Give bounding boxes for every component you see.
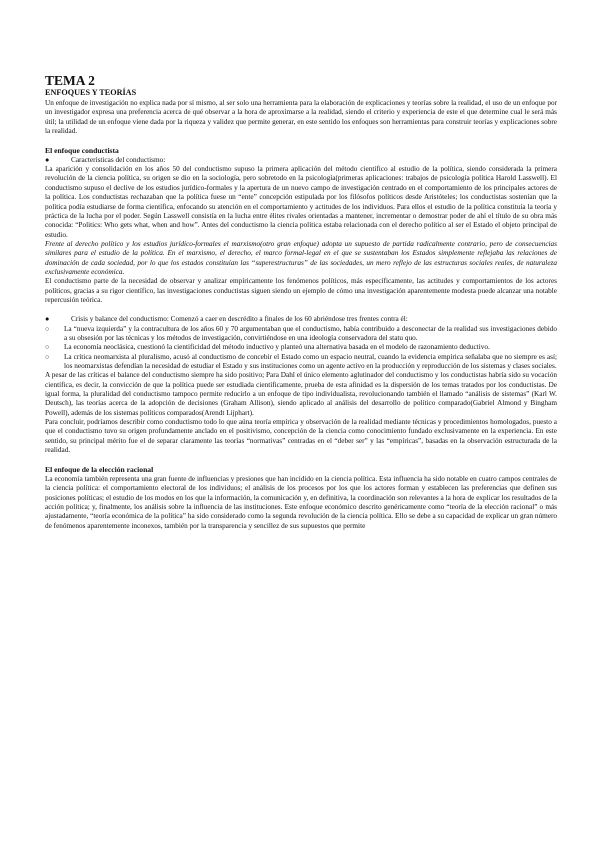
intro-paragraph: Un enfoque de investigación no explica nada por sí mismo, al ser solo una herramienta para la elaboración de explicaciones y teorías sobre la realidad, el uso de un enfoque por un investigador expresa una preferencia acerca de qué observar a la hora de aproximarse a la realidad, siendo el criterio y experiencia de este el que determine cual le será más útil; la utilidad de un enfoque viene dada por la riqueza y validez que permite generar, en este sentido los enfoques son herramientas para construir teorías y explicaciones sobre la realidad. <box>45 99 557 136</box>
page-title: TEMA 2 <box>45 73 95 88</box>
section-heading-conductismo: El enfoque conductista <box>45 146 119 156</box>
paragraph: Para concluir, podríamos describir como conductismo todo lo que aúna teoría empírica y observación de la realidad mediante técnicas y procedimientos homologados, puesto a que el conductismo tuvo su origen profundamente anclado en el positivismo, concepción de la ciencia como conocimiento fundado exclusivamente en la experiencia. En este sentido, su principal mérito fue el de separar claramente las teorías “normativas” centradas en el “deber ser” y las “empíricas”, basadas en la observación estructurada de la realidad. <box>45 418 557 455</box>
sub-bullet-marker: ○ <box>45 343 50 352</box>
paragraph: El conductismo parte de la necesidad de observar y analizar empíricamente los fenómenos políticos, más específicamente, las actitudes y comportamientos de los actores políticos, gracias a su rigor científico, las investigaciones conductistas siguen siendo un ejemplo de cómo una investigación aparentemente modesta puede alcanzar una notable repercusión teórica. <box>45 277 557 304</box>
sub-bullet-item <box>45 325 557 344</box>
sub-bullet-text: La crítica neomarxista al pluralismo, acusó al conductismo de concebir el Estado como un espacio neutral, cuando la evidencia empírica señalaba que no siempre es así; los neomarxistas defendían la necesidad de estudiar el Estado y sus instituciones como un agente activo en la producción y reproducción de los sistemas y clases sociales. <box>64 352 557 370</box>
sub-bullet-text: La “nueva izquierda” y la contracultura de los años 60 y 70 argumentaban que el conductismo, había contribuido a desconectar de la realidad sus investigaciones debido a su obsesión por las técnicas y los métodos de investigación, convirtiéndose en una ideología conservadora del statu quo. <box>64 324 557 342</box>
paragraph: La aparición y consolidación en los años 50 del conductismo supuso la primera aplicación del método científico al estudio de la política, siendo considerada la primera revolución de la ciencia política, su origen se dio en la sociología, pero sobretodo en la psicología(primeras aplicaciones: trabajos de psicología política Harold Lasswell). El conductismo supuso el declive de los estudios jurídico-formales y la apertura de un nuevo campo de investigación centrado en el comportamiento de los principales actores de la política. Los conductistas rechazaban que la política fuese un “ente” concepción estipulada por los filósofos políticos desde Aristóteles; los conductistas sostenían que la política podía estudiarse de forma científica, enfocando su atención en el comportamiento y actitudes de los individuos. Para ellos el estudio de la política constituía la teoría y práctica de la lucha por el poder. Según Lasswell consistía en la lucha entre élites rivales orientadas a mantener, incrementar o demostrar poder de ahí el título de su obra más conocida: “Politics: Who gets what, when and how”. Antes del conductismo la ciencia política estaba relacionada con el derecho político al ser el Estado el objeto principal de estudio. <box>45 165 557 239</box>
paragraph: A pesar de las críticas el balance del conductismo siempre ha sido positivo; Para Dahl el único elemento aglutinador del conductismo y los conductistas habría sido su vocación científica, es decir, la convicción de que la política puede ser estudiada científicamente, prueba de esta afinidad es la dispersión de los temas tratados por los conductistas. De igual forma, la pluralidad del conductismo tampoco permite reducirlo a un enfoque de tipo individualista, revolucionando también el llamado “análisis de sistemas” (Karl W. Deutsch), las teorías acerca de la adopción de decisiones (Graham Allison), siendo aplicado al análisis del desarrollo de político comparado(Gabriel Almond y Bingham Powell), además de los sistemas políticos comparados(Arendt Lijphart). <box>45 371 557 417</box>
document-page <box>45 74 557 531</box>
bullet-item <box>45 156 557 165</box>
bullet-marker: ● <box>45 155 50 164</box>
sub-bullet-item <box>45 343 557 352</box>
bullet-item <box>45 315 557 324</box>
bullet-text: Características del conductismo: <box>71 155 166 164</box>
section-heading-eleccion-racional: El enfoque de la elección racional <box>45 465 154 475</box>
sub-bullet-text: La economía neoclásica, cuestionó la cientificidad del método inductivo y planteó una alternativa basada en el modelo de razonamiento deductivo. <box>64 343 490 352</box>
italic-paragraph: Frente al derecho político y los estudios jurídico-formales el marxismo(otro gran enfoque) adopta un supuesto de partida radicalmente contrario, pero de consecuencias similares para el estudio de la política. En el marxismo, el derecho, el marco formal-legal en el que se sustentaban los Estados simplemente reflejaba las relaciones de dominación de cada sociedad, por lo que los estados constituían las “superestructuras” de las sociedades, un mero reflejo de las estructuras sociales reales, de naturaleza exclusivamente económica. <box>45 239 557 276</box>
paragraph: La economía también representa una gran fuente de influencias y presiones que han incidido en la ciencia política. Esta influencia ha sido notable en cuatro campos centrales de la ciencia política: el comportamiento electoral de los individuos; el análisis de los procesos por los que los actores forman y establecen las preferencias que definen sus posiciones políticas; el estudio de los modos en los que la información, la comunicación y, en definitiva, la coordinación son relevantes a la hora de explicar los resultados de la acción política; y, finalmente, los análisis sobre la influencia de las instituciones. Este enfoque económico descrito genéricamente como “teoría de la elección racional” o más ajustadamente, “teoría económica de la política” ha sido considerado como la segunda revolución de la ciencia política. Ello se debe a su capacidad de explicar un gran número de fenómenos aparentemente inconexos, también por la transparencia y sencillez de sus supuestos que permite <box>45 474 557 530</box>
sub-bullet-marker: ○ <box>45 324 50 333</box>
sub-bullet-marker: ○ <box>45 352 50 361</box>
bullet-text: Crisis y balance del conductismo: Comenzó a caer en descrédito a finales de los 60 abriéndose tres frentes contra él: <box>71 315 408 324</box>
bullet-marker: ● <box>45 315 50 324</box>
page-subtitle: ENFOQUES Y TEORÍAS <box>45 88 137 97</box>
sub-bullet-item <box>45 353 557 372</box>
